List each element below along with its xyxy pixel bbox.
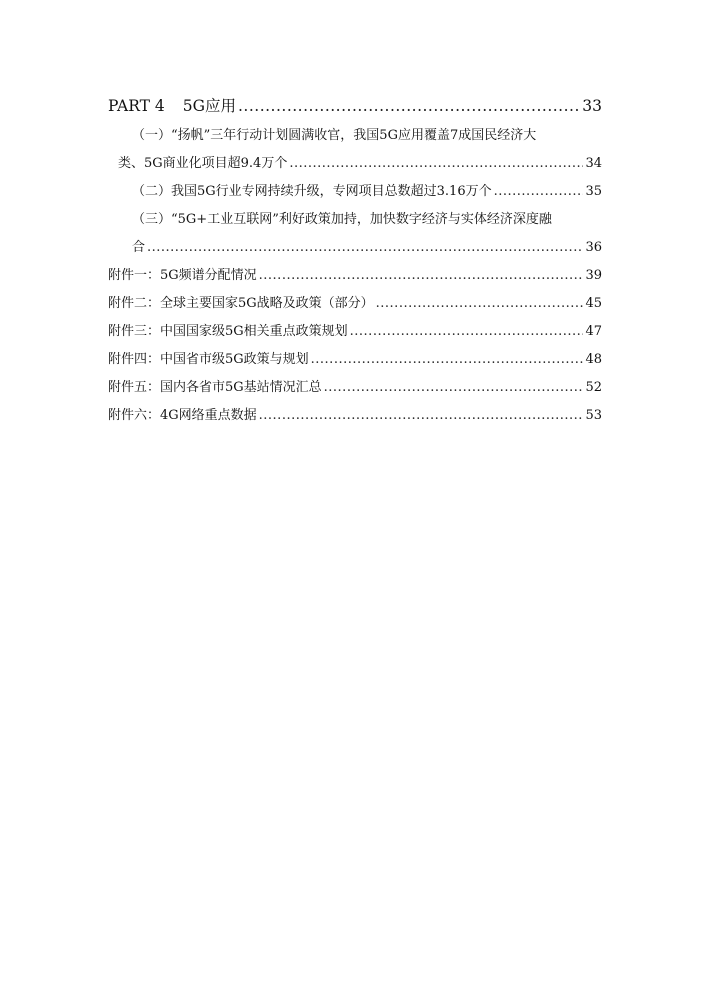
toc-entry-appendix-3[interactable] xyxy=(108,318,602,346)
dot-leader xyxy=(147,234,583,262)
page-number: 33 xyxy=(582,97,602,115)
dot-leader xyxy=(259,402,584,430)
appendix-title: 附件五：国内各省市5G基站情况汇总 xyxy=(108,380,322,395)
toc-entry-appendix-2[interactable] xyxy=(108,290,602,318)
toc-entry-appendix-5[interactable] xyxy=(108,374,602,402)
page-number: 45 xyxy=(585,296,602,311)
dot-leader xyxy=(238,92,580,120)
table-of-contents xyxy=(108,92,602,430)
section-title-line2: 类、5G商业化项目超9.4万个 xyxy=(118,156,288,171)
part-name: 5G应用 xyxy=(182,97,236,115)
page-number: 52 xyxy=(585,380,602,395)
section-title-line1: （一）“扬帆”三年行动计划圆满收官，我国5G应用覆盖7成国民经济大 xyxy=(132,128,537,143)
toc-entry-section-3[interactable] xyxy=(108,206,602,262)
dot-leader xyxy=(311,346,584,374)
toc-entry-appendix-6[interactable] xyxy=(108,402,602,430)
page-number: 39 xyxy=(585,268,602,283)
dot-leader xyxy=(350,318,584,346)
section-title-line2: 合 xyxy=(132,240,146,255)
appendix-title: 附件二：全球主要国家5G战略及政策（部分） xyxy=(108,296,374,311)
dot-leader xyxy=(324,374,584,402)
appendix-title: 附件三：中国国家级5G相关重点政策规划 xyxy=(108,324,348,339)
dot-leader xyxy=(259,262,584,290)
part-label: PART 4 xyxy=(108,97,165,115)
toc-entry-section-2[interactable] xyxy=(108,178,602,206)
page-number: 36 xyxy=(585,240,602,255)
page-number: 34 xyxy=(585,156,602,171)
toc-part-title xyxy=(108,92,236,120)
toc-entry-appendix-4[interactable] xyxy=(108,346,602,374)
section-title: （二）我国5G行业专网持续升级，专网项目总数超过3.16万个 xyxy=(132,184,492,199)
toc-entry-section-1[interactable] xyxy=(108,122,602,178)
section-title-line1: （三）“5G+工业互联网”利好政策加持，加快数字经济与实体经济深度融 xyxy=(132,212,552,227)
appendix-title: 附件一：5G频谱分配情况 xyxy=(108,268,257,283)
toc-entry-part4[interactable] xyxy=(108,92,602,120)
page-number: 48 xyxy=(585,352,602,367)
dot-leader xyxy=(376,290,584,318)
appendix-title: 附件六：4G网络重点数据 xyxy=(108,408,257,423)
page-number: 35 xyxy=(585,184,602,199)
toc-entry-appendix-1[interactable] xyxy=(108,262,602,290)
dot-leader xyxy=(494,178,584,206)
page-number: 53 xyxy=(585,408,602,423)
appendix-title: 附件四：中国省市级5G政策与规划 xyxy=(108,352,309,367)
dot-leader xyxy=(289,150,583,178)
page-number: 47 xyxy=(585,324,602,339)
